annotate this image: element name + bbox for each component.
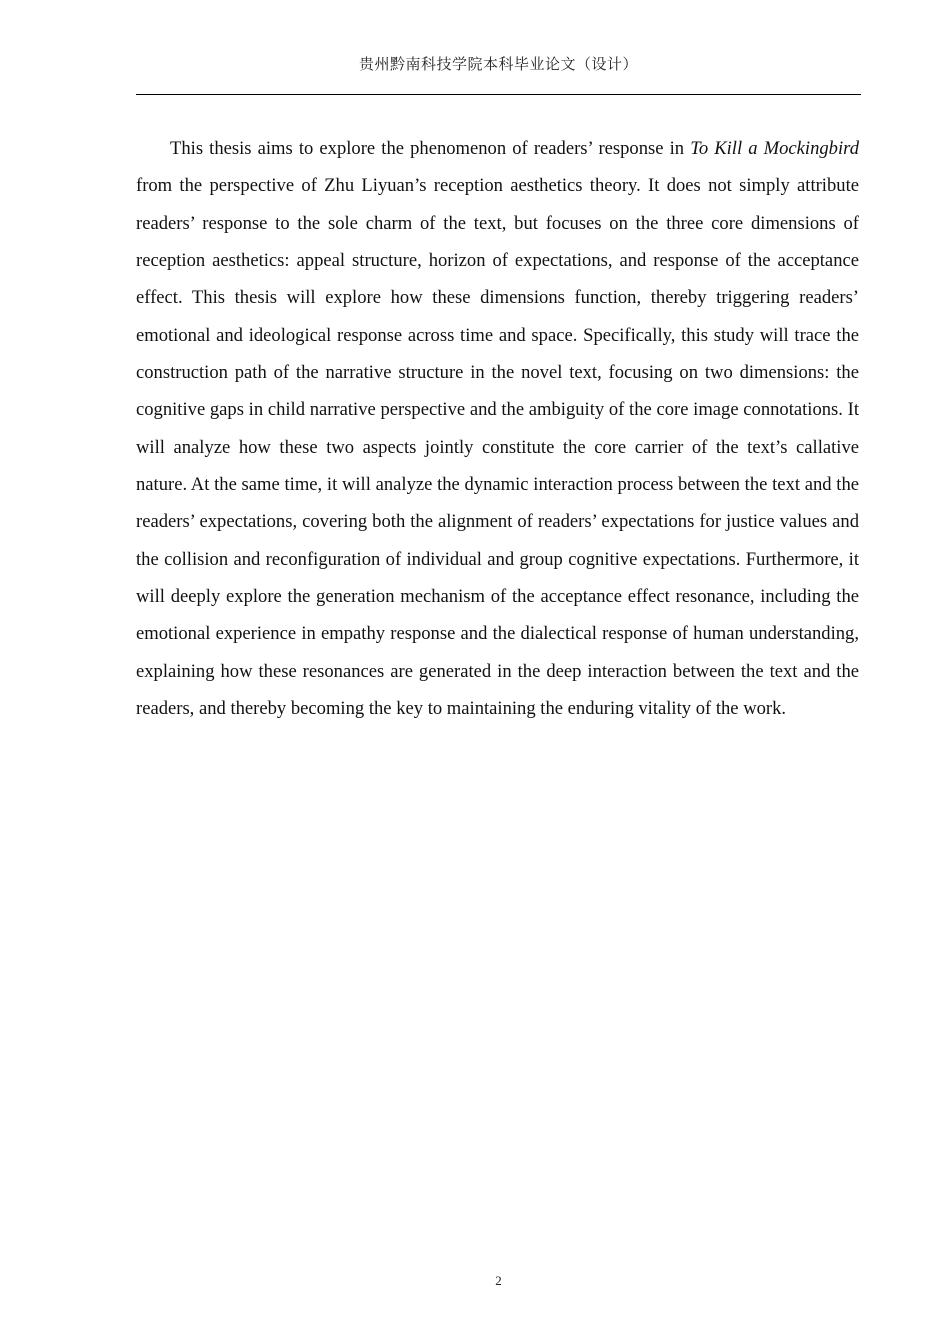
paragraph-text-part-1: This thesis aims to explore the phenomenon of readers’ response in	[170, 138, 691, 159]
book-title: To Kill a Mockingbird	[690, 138, 859, 159]
body-paragraph	[136, 130, 859, 728]
page-header: 贵州黔南科技学院本科毕业论文（设计）	[358, 57, 638, 73]
paragraph-text-part-2: from the perspective of Zhu Liyuan’s reception aesthetics theory. It does not simply attribute readers’ response to the sole charm of the text, but focuses on the three core dimensions of reception aesthetics: appeal structure, horizon of expectations, and response of the acceptance effect. This thesis will explore how these dimensions function, thereby triggering readers’ emotional and ideological response across time and space. Specifically, this study will trace the construction path of the narrative structure in the novel text, focusing on two dimensions: the cognitive gaps in child narrative perspective and the ambiguity of the core image connotations. It will analyze how these two aspects jointly constitute the core carrier of the text’s callative nature. At the same time, it will analyze the dynamic interaction process between the text and the readers’ expectations, covering both the alignment of readers’ expectations for justice values and the collision and reconfiguration of individual and group cognitive expectations. Furthermore, it will deeply explore the generation mechanism of the acceptance effect resonance, including the emotional experience in empathy response and the dialectical response of human understanding, explaining how these resonances are generated in the deep interaction between the text and the readers, and thereby becoming the key to maintaining the enduring vitality of the work.	[136, 175, 859, 720]
header-divider	[136, 94, 861, 95]
page-number: 2	[495, 1273, 502, 1288]
